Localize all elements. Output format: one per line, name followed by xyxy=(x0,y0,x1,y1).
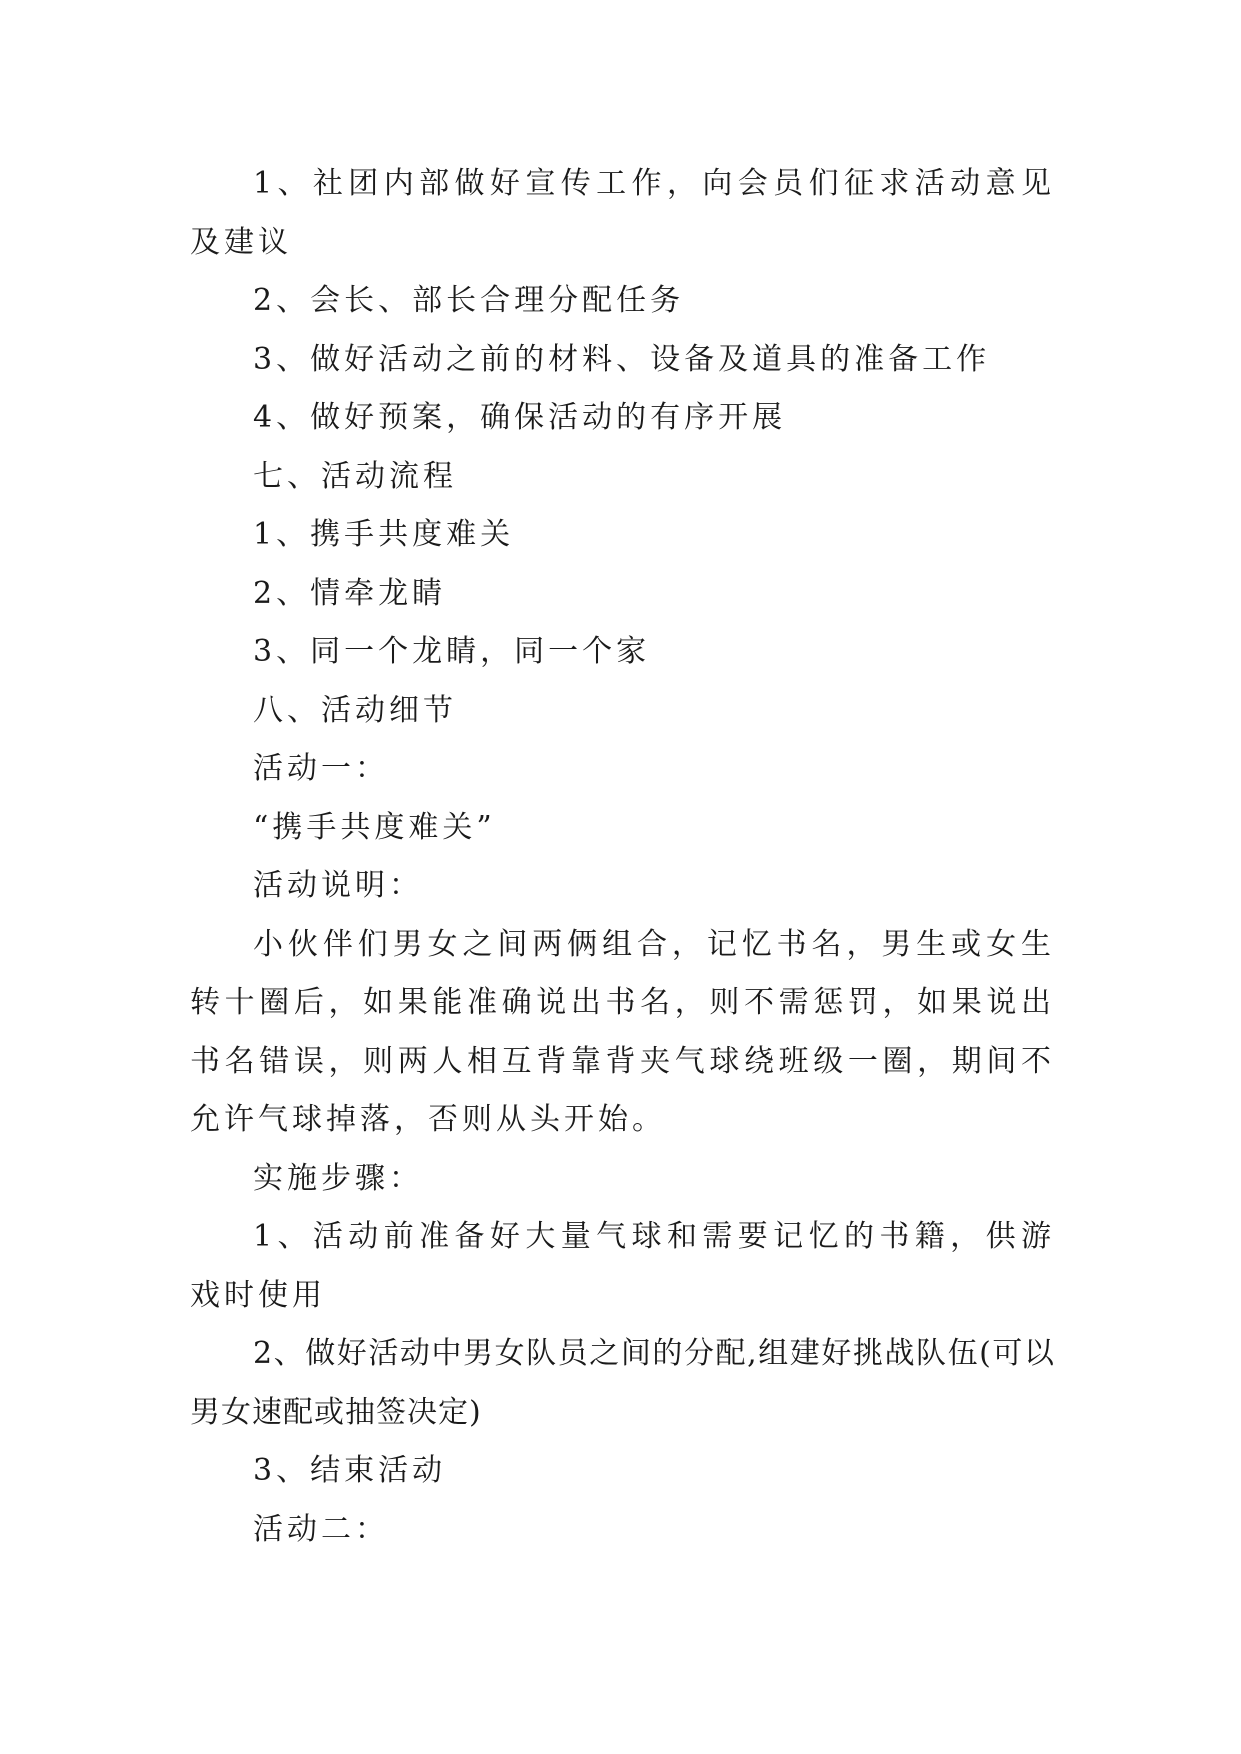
paragraph: 2、做好活动中男女队员之间的分配,组建好挑战队伍(可以男女速配或抽签决定) xyxy=(190,1336,1055,1430)
section-heading: 七、活动流程 xyxy=(253,458,457,494)
paragraph: 4、做好预案，确保活动的有序开展 xyxy=(253,400,787,435)
paragraph: 2、会长、部长合理分配任务 xyxy=(253,283,685,318)
paragraph: 1、活动前准备好大量气球和需要记忆的书籍，供游戏时使用 xyxy=(190,1219,1055,1313)
paragraph: 3、结束活动 xyxy=(253,1453,447,1488)
paragraph: “携手共度难关” xyxy=(253,809,496,845)
document-page xyxy=(190,155,1055,1559)
paragraph: 活动说明： xyxy=(253,868,423,903)
section-heading: 八、活动细节 xyxy=(253,692,457,728)
paragraph: 3、做好活动之前的材料、设备及道具的准备工作 xyxy=(253,341,991,377)
paragraph: 小伙伴们男女之间两俩组合，记忆书名，男生或女生转十圈后，如果能准确说出书名，则不需惩罚，如果说出书名错误，则两人相互背靠背夹气球绕班级一圈，期间不允许气球掉落，否则从头开始。 xyxy=(190,926,1055,1137)
paragraph: 实施步骤： xyxy=(253,1160,423,1196)
paragraph: 1、携手共度难关 xyxy=(253,517,515,552)
paragraph: 2、情牵龙睛 xyxy=(253,575,447,611)
paragraph: 3、同一个龙睛，同一个家 xyxy=(253,634,651,669)
paragraph: 1、社团内部做好宣传工作，向会员们征求活动意见及建议 xyxy=(190,166,1055,260)
paragraph: 活动一： xyxy=(253,751,389,786)
paragraph: 活动二： xyxy=(253,1511,389,1547)
